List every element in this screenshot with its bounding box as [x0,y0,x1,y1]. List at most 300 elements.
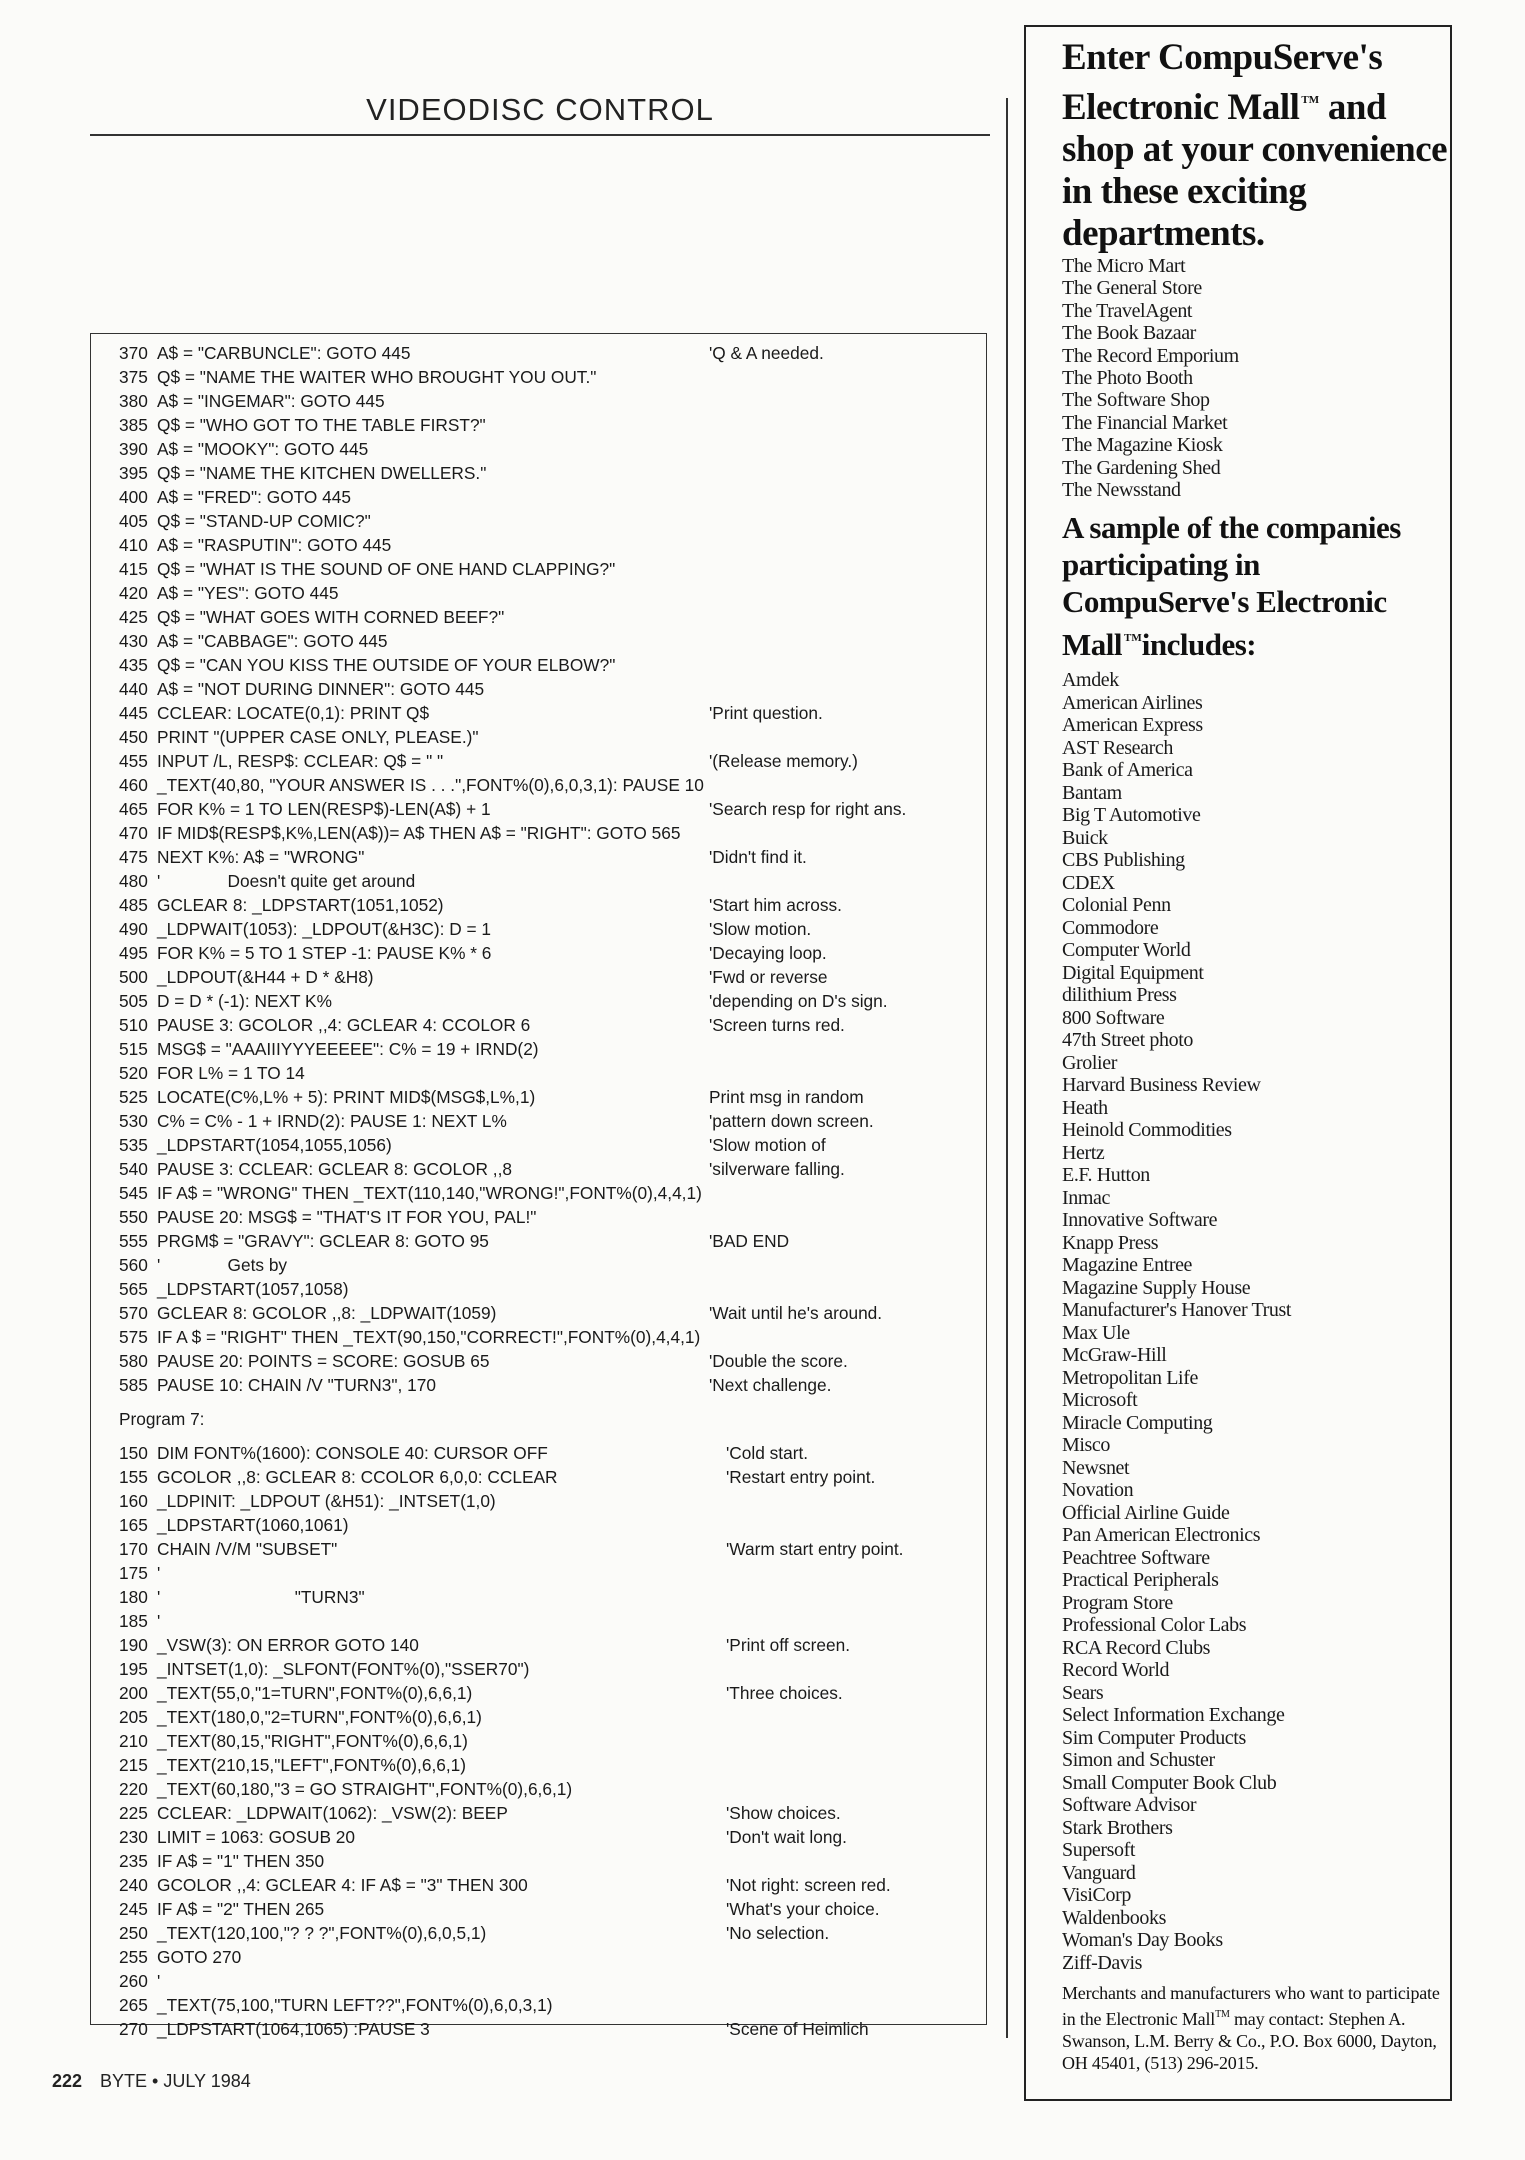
line-code: PAUSE 20: POINTS = SCORE: GOSUB 65 [157,1351,490,1371]
line-code: GCLEAR 8: GCOLOR ,,8: _LDPWAIT(1059) [157,1303,497,1323]
line-comment: 'Print question. [709,703,823,723]
ad-content [1062,37,1448,2074]
code-listing-box [90,333,987,2039]
line-code: Q$ = "STAND-UP COMIC?" [157,511,371,531]
code-line [119,1657,979,1681]
code-line [119,1633,979,1657]
compuserve-ad [1024,25,1452,2101]
program7-lines [119,1441,979,2041]
ad-contact [1062,1982,1448,2074]
line-comment: 'No selection. [726,1923,830,1943]
line-comment: 'Scene of Heimlich [726,2019,869,2039]
company-item: Digital Equipment [1062,961,1204,984]
line-code: A$ = "FRED": GOTO 445 [157,487,351,507]
code-line [119,1441,979,1465]
code-line [119,653,979,677]
code-line [119,1825,979,1849]
company-item: Magazine Supply House [1062,1276,1251,1299]
company-item: Amdek [1062,669,1119,692]
line-number: 485 [119,895,148,915]
code-line [119,1229,979,1253]
line-number: 530 [119,1111,148,1131]
line-code: LOCATE(C%,L% + 5): PRINT MID$(MSG$,L%,1) [157,1087,536,1107]
code-line [119,581,979,605]
listing-lines [119,341,979,1397]
ad-subhead-part-1: A sample of the companies participating in CompuServe's Electronic Mall [1062,510,1401,663]
company-item: Buick [1062,826,1108,849]
line-code: ' Doesn't quite get around [157,871,416,891]
line-number: 525 [119,1087,148,1107]
code-line [119,389,979,413]
line-comment: 'Screen turns red. [709,1015,845,1035]
code-line [119,1109,979,1133]
line-number: 440 [119,679,148,699]
line-code: _LDPINIT: _LDPOUT (&H51): _INTSET(1,0) [157,1491,496,1511]
line-code: ' "TURN3" [157,1587,365,1607]
line-code: _LDPOUT(&H44 + D * &H8) [157,967,374,987]
line-comment: 'Print off screen. [726,1635,851,1655]
line-comment: 'Fwd or reverse [709,967,828,987]
line-number: 240 [119,1875,148,1895]
code-line [119,1037,979,1061]
line-number: 400 [119,487,148,507]
line-number: 230 [119,1827,148,1847]
line-number: 385 [119,415,148,435]
line-number: 460 [119,775,148,795]
line-code: C% = C% - 1 + IRND(2): PAUSE 1: NEXT L% [157,1111,507,1131]
department-item: The Software Shop [1062,389,1210,412]
line-number: 205 [119,1707,148,1727]
line-number: 220 [119,1779,148,1799]
line-code: _LDPSTART(1054,1055,1056) [157,1135,392,1155]
line-code: ' [157,1611,161,1631]
code-line [119,1873,979,1897]
line-number: 465 [119,799,148,819]
line-code: _TEXT(210,15,"LEFT",FONT%(0),6,6,1) [157,1755,467,1775]
code-line [119,509,979,533]
code-line [119,533,979,557]
department-item: The Micro Mart [1062,255,1186,277]
line-number: 190 [119,1635,148,1655]
code-line [119,1465,979,1489]
line-number: 445 [119,703,148,723]
code-line [119,773,979,797]
line-number: 570 [119,1303,148,1323]
line-number: 475 [119,847,148,867]
line-comment: 'BAD END [709,1231,790,1251]
line-code: A$ = "INGEMAR": GOTO 445 [157,391,385,411]
company-item: 800 Software [1062,1006,1165,1029]
company-item: Big T Automotive [1062,804,1201,827]
line-number: 420 [119,583,148,603]
company-item: Record World [1062,1659,1170,1682]
line-code: IF A$ = "2" THEN 265 [157,1899,325,1919]
company-item: Heinold Commodities [1062,1119,1232,1142]
code-line [119,965,979,989]
company-item: Inmac [1062,1186,1110,1209]
line-number: 395 [119,463,148,483]
code-line [119,821,979,845]
code-line [119,1157,979,1181]
line-code: GCOLOR ,,4: GCLEAR 4: IF A$ = "3" THEN 300 [157,1875,528,1895]
company-item: VisiCorp [1062,1884,1131,1907]
line-code: PRGM$ = "GRAVY": GCLEAR 8: GOTO 95 [157,1231,489,1251]
line-code: GCOLOR ,,8: GCLEAR 8: CCOLOR 6,0,0: CCLEAR [157,1467,558,1487]
line-code: MSG$ = "AAAIIIYYYEEEEE": C% = 19 + IRND(2) [157,1039,539,1059]
line-comment: 'Wait until he's around. [709,1303,883,1323]
line-number: 515 [119,1039,148,1059]
line-code: _LDPWAIT(1053): _LDPOUT(&H3C): D = 1 [157,919,492,939]
line-number: 210 [119,1731,148,1751]
line-number: 565 [119,1279,148,1299]
code-line [119,893,979,917]
line-number: 170 [119,1539,148,1559]
company-item: Manufacturer's Hanover Trust [1062,1299,1292,1322]
company-item: American Express [1062,714,1203,737]
code-line [119,1921,979,1945]
line-code: FOR K% = 1 TO LEN(RESP$)-LEN(A$) + 1 [157,799,491,819]
line-number: 505 [119,991,148,1011]
company-item: Heath [1062,1096,1108,1119]
line-comment: 'Next challenge. [709,1375,832,1395]
code-line [119,1277,979,1301]
line-number: 390 [119,439,148,459]
line-comment: 'Didn't find it. [709,847,807,867]
department-item: The Magazine Kiosk [1062,434,1223,457]
line-comment: 'Don't wait long. [726,1827,847,1847]
department-list [1062,255,1448,501]
code-line [119,797,979,821]
company-item: Pan American Electronics [1062,1524,1261,1547]
line-comment: 'Cold start. [726,1443,809,1463]
line-code: PAUSE 20: MSG$ = "THAT'S IT FOR YOU, PAL!" [157,1207,537,1227]
line-number: 405 [119,511,148,531]
line-number: 195 [119,1659,148,1679]
line-number: 480 [119,871,148,891]
line-comment: 'Start him across. [709,895,842,915]
code-line [119,341,979,365]
line-code: PAUSE 10: CHAIN /V "TURN3", 170 [157,1375,436,1395]
code-line [119,1777,979,1801]
code-line [119,1609,979,1633]
line-comment: Print msg in random [709,1087,864,1107]
line-number: 215 [119,1755,148,1775]
code-line [119,1945,979,1969]
company-item: Official Airline Guide [1062,1501,1230,1524]
code-line [119,1969,979,1993]
line-number: 155 [119,1467,148,1487]
line-code: CCLEAR: LOCATE(0,1): PRINT Q$ [157,703,430,723]
line-number: 510 [119,1015,148,1035]
line-number: 455 [119,751,148,771]
code-line [119,557,979,581]
line-code: CCLEAR: _LDPWAIT(1062): _VSW(2): BEEP [157,1803,508,1823]
ad-headline-part-2: and shop at your convenience in these exciting departments. [1062,87,1448,254]
code-line [119,1489,979,1513]
code-line [119,413,979,437]
company-item: Microsoft [1062,1389,1138,1412]
line-number: 160 [119,1491,148,1511]
code-line [119,1729,979,1753]
company-item: Ziff-Davis [1062,1951,1143,1974]
company-item: Waldenbooks [1062,1906,1166,1929]
line-code: FOR K% = 5 TO 1 STEP -1: PAUSE K% * 6 [157,943,492,963]
ad-contact-part-2: may contact: Stephen A. Swanson, L.M. Berry & Co., P.O. Box 6000, Dayton, OH 45401, (513) 296-2015. [1062,2009,1437,2074]
company-item: Bank of America [1062,759,1193,782]
company-item: Misco [1062,1434,1111,1457]
line-comment: 'Restart entry point. [726,1467,876,1487]
line-comment: 'Slow motion. [709,919,812,939]
code-line [119,485,979,509]
code-line [119,1513,979,1537]
code-line [119,701,979,725]
line-number: 580 [119,1351,148,1371]
trademark-mark: TM [1124,632,1142,645]
line-code: Q$ = "NAME THE WAITER WHO BROUGHT YOU OUT." [157,367,597,387]
code-line [119,1897,979,1921]
line-number: 540 [119,1159,148,1179]
column-divider [1006,98,1008,2038]
line-number: 175 [119,1563,148,1583]
line-code: GCLEAR 8: _LDPSTART(1051,1052) [157,895,444,915]
company-item: Supersoft [1062,1839,1136,1862]
line-number: 425 [119,607,148,627]
line-number: 180 [119,1587,148,1607]
code-line [119,869,979,893]
line-code: _LDPSTART(1064,1065) :PAUSE 3 [157,2019,430,2039]
line-code: _INTSET(1,0): _SLFONT(FONT%(0),"SSER70") [157,1659,530,1679]
company-item: Knapp Press [1062,1231,1159,1254]
code-line [119,605,979,629]
ad-contact-part-1: Merchants and manufacturers who want to participate in the Electronic Mall [1062,1983,1440,2030]
line-code: A$ = "CABBAGE": GOTO 445 [157,631,388,651]
code-line [119,1181,979,1205]
company-item: Grolier [1062,1051,1117,1074]
line-number: 265 [119,1995,148,2015]
company-item: 47th Street photo [1062,1029,1193,1052]
page-number: 222 [52,2071,83,2091]
line-comment: 'Double the score. [709,1351,848,1371]
code-line [119,1085,979,1109]
line-number: 450 [119,727,148,747]
line-code: _TEXT(60,180,"3 = GO STRAIGHT",FONT%(0),6,6,1) [157,1779,573,1799]
company-item: Select Information Exchange [1062,1704,1285,1727]
line-comment: 'Decaying loop. [709,943,827,963]
code-line [119,1753,979,1777]
line-code: Q$ = "NAME THE KITCHEN DWELLERS." [157,463,487,483]
line-number: 235 [119,1851,148,1871]
line-number: 200 [119,1683,148,1703]
company-item: dilithium Press [1062,984,1177,1007]
company-item: Harvard Business Review [1062,1074,1261,1097]
company-item: CBS Publishing [1062,849,1185,872]
code-line [119,989,979,1013]
code-line [119,1301,979,1325]
line-number: 490 [119,919,148,939]
line-number: 550 [119,1207,148,1227]
line-number: 185 [119,1611,148,1631]
line-comment: '(Release memory.) [709,751,858,771]
line-code: A$ = "MOOKY": GOTO 445 [157,439,369,459]
line-comment: 'Warm start entry point. [726,1539,904,1559]
line-number: 250 [119,1923,148,1943]
code-listing [119,341,979,2041]
company-item: McGraw-Hill [1062,1344,1167,1367]
code-line [119,917,979,941]
code-line [119,845,979,869]
line-number: 500 [119,967,148,987]
code-line [119,1561,979,1585]
company-item: Metropolitan Life [1062,1366,1198,1389]
line-number: 270 [119,2019,148,2039]
line-number: 245 [119,1899,148,1919]
line-code: _LDPSTART(1057,1058) [157,1279,349,1299]
line-number: 520 [119,1063,148,1083]
line-code: PAUSE 3: GCOLOR ,,4: GCLEAR 4: CCOLOR 6 [157,1015,531,1035]
company-item: RCA Record Clubs [1062,1636,1211,1659]
line-comment: 'Q & A needed. [709,343,824,363]
company-item: Woman's Day Books [1062,1929,1223,1952]
page-title: VIDEODISC CONTROL [366,92,714,127]
line-number: 470 [119,823,148,843]
line-number: 260 [119,1971,148,1991]
company-item: Magazine Entree [1062,1254,1193,1277]
code-line [119,1349,979,1373]
line-number: 255 [119,1947,148,1967]
program-label: Program 7: [119,1409,205,1429]
line-code: _TEXT(80,15,"RIGHT",FONT%(0),6,6,1) [157,1731,468,1751]
code-line [119,749,979,773]
line-code: PAUSE 3: CCLEAR: GCLEAR 8: GCOLOR ,,8 [157,1159,513,1179]
line-number: 535 [119,1135,148,1155]
code-line [119,1849,979,1873]
line-code: _LDPSTART(1060,1061) [157,1515,349,1535]
line-code: IF A$ = "WRONG" THEN _TEXT(110,140,"WRONG!",FONT%(0),4,4,1) [157,1183,702,1203]
department-item: The Newsstand [1062,479,1181,502]
code-line [119,1993,979,2017]
line-code: INPUT /L, RESP$: CCLEAR: Q$ = " " [157,751,444,771]
ad-headline-part-1: Enter CompuServe's Electronic Mall [1062,37,1383,128]
company-item: Professional Color Labs [1062,1614,1247,1637]
line-code: _TEXT(75,100,"TURN LEFT??",FONT%(0),6,0,3,1) [157,1995,553,2015]
line-comment: 'Search resp for right ans. [709,799,907,819]
page-footer [52,2071,251,2092]
code-line [119,1585,979,1609]
department-item: The Gardening Shed [1062,456,1221,479]
line-comment: 'What's your choice. [726,1899,880,1919]
line-code: Q$ = "CAN YOU KISS THE OUTSIDE OF YOUR ELBOW?" [157,655,616,675]
line-code: _VSW(3): ON ERROR GOTO 140 [157,1635,419,1655]
line-number: 585 [119,1375,148,1395]
company-item: Simon and Schuster [1062,1749,1215,1772]
line-number: 495 [119,943,148,963]
company-item: CDEX [1062,871,1115,894]
code-line [119,1061,979,1085]
company-item: Newsnet [1062,1456,1130,1479]
company-item: Commodore [1062,916,1159,939]
magazine-issue: BYTE • JULY 1984 [100,2071,251,2091]
line-code: ' [157,1971,161,1991]
line-code: IF A $ = "RIGHT" THEN _TEXT(90,150,"CORRECT!",FONT%(0),4,4,1) [157,1327,701,1347]
line-code: LIMIT = 1063: GOSUB 20 [157,1827,356,1847]
company-item: AST Research [1062,736,1173,759]
company-item: Colonial Penn [1062,894,1171,917]
code-line [119,1253,979,1277]
company-item: Sim Computer Products [1062,1726,1246,1749]
code-line [119,1705,979,1729]
line-code: IF MID$(RESP$,K%,LEN(A$))= A$ THEN A$ = "RIGHT": GOTO 565 [157,823,681,843]
line-code: Q$ = "WHAT IS THE SOUND OF ONE HAND CLAPPING?" [157,559,616,579]
company-item: Miracle Computing [1062,1411,1213,1434]
line-code: A$ = "CARBUNCLE": GOTO 445 [157,343,411,363]
company-item: E.F. Hutton [1062,1164,1150,1187]
department-item: The General Store [1062,277,1202,300]
company-list [1062,669,1448,1974]
code-line [119,1373,979,1397]
company-item: Hertz [1062,1141,1105,1164]
line-number: 430 [119,631,148,651]
line-comment: 'Not right: screen red. [726,1875,891,1895]
line-number: 225 [119,1803,148,1823]
ad-subhead [1062,509,1448,663]
line-number: 165 [119,1515,148,1535]
code-line [119,1681,979,1705]
line-number: 380 [119,391,148,411]
line-code: A$ = "NOT DURING DINNER": GOTO 445 [157,679,485,699]
company-item: Vanguard [1062,1861,1136,1884]
line-code: D = D * (-1): NEXT K% [157,991,332,1011]
line-number: 410 [119,535,148,555]
line-code: _TEXT(40,80, "YOUR ANSWER IS . . .",FONT%(0),6,0,3,1): PAUSE 10 [157,775,704,795]
code-line [119,1801,979,1825]
department-item: The Record Emporium [1062,344,1239,367]
code-line [119,437,979,461]
company-item: Sears [1062,1681,1104,1704]
trademark-mark: TM [1215,2009,1230,2021]
line-code: GOTO 270 [157,1947,242,1967]
code-line [119,461,979,485]
code-line [119,1205,979,1229]
line-code: PRINT "(UPPER CASE ONLY, PLEASE.)" [157,727,479,747]
line-code: NEXT K%: A$ = "WRONG" [157,847,365,867]
line-code: _TEXT(120,100,"? ? ?",FONT%(0),6,0,5,1) [157,1923,487,1943]
line-code: Q$ = "WHO GOT TO THE TABLE FIRST?" [157,415,486,435]
line-comment: 'Slow motion of [709,1135,826,1155]
line-comment: 'depending on D's sign. [709,991,888,1011]
department-item: The Financial Market [1062,411,1228,434]
line-number: 545 [119,1183,148,1203]
line-code: ' Gets by [157,1255,288,1275]
line-code: ' [157,1563,161,1583]
code-line [119,365,979,389]
company-item: Program Store [1062,1591,1173,1614]
header-divider [90,134,990,136]
code-line [119,1133,979,1157]
code-line [119,1537,979,1561]
code-line [119,677,979,701]
code-line [119,2017,979,2041]
line-code: IF A$ = "1" THEN 350 [157,1851,325,1871]
company-item: Stark Brothers [1062,1816,1173,1839]
line-code: FOR L% = 1 TO 14 [157,1063,305,1083]
ad-headline [1062,37,1448,255]
ad-subhead-part-2: includes: [1141,627,1257,663]
company-item: Peachtree Software [1062,1546,1210,1569]
line-number: 415 [119,559,148,579]
trademark-mark: TM [1301,94,1320,106]
line-code: A$ = "YES": GOTO 445 [157,583,339,603]
company-item: Bantam [1062,781,1122,804]
